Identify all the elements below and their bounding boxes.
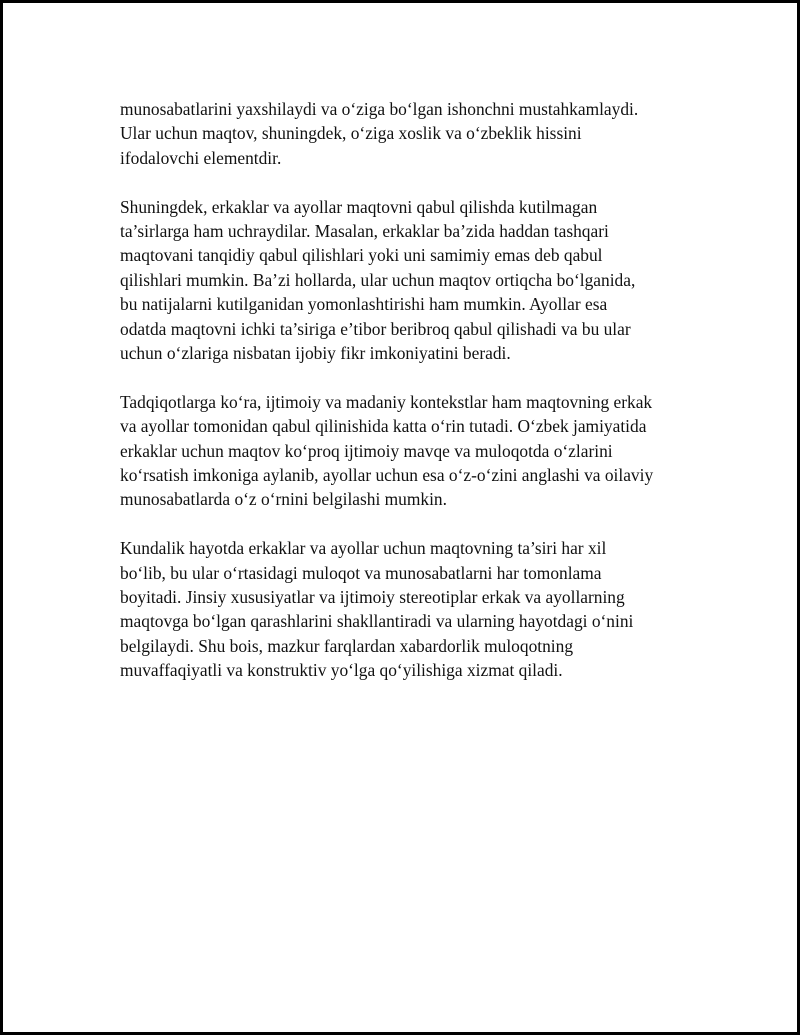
- paragraph-2: [120, 195, 700, 366]
- text-line: ta’sirlarga ham uchraydilar. Masalan, erkaklar ba’zida haddan tashqari: [120, 221, 609, 242]
- text-line: uchun o‘zlariga nisbatan ijobiy fikr imkoniyatini beradi.: [120, 343, 511, 364]
- text-line: Tadqiqotlarga ko‘ra, ijtimoiy va madaniy kontekstlar ham maqtovning erkak: [120, 391, 653, 412]
- text-line: Ular uchun maqtov, shuningdek, o‘ziga xoslik va o‘zbeklik hissini: [120, 123, 582, 144]
- text-line: qilishlari mumkin. Ba’zi hollarda, ular uchun maqtov ortiqcha bo‘lganida,: [120, 269, 636, 290]
- text-line: ko‘rsatish imkoniga aylanib, ayollar uchun esa o‘z-o‘zini anglashi va oilaviy: [120, 465, 654, 486]
- text-line: erkaklar uchun maqtov ko‘proq ijtimoiy mavqe va muloqotda o‘zlarini: [120, 440, 613, 461]
- paragraph-4: [120, 536, 700, 682]
- text-line: Kundalik hayotda erkaklar va ayollar uchun maqtovning ta’siri har xil: [120, 538, 607, 559]
- text-line: munosabatlarda o‘z o‘rnini belgilashi mumkin.: [120, 489, 447, 510]
- text-line: bo‘lib, bu ular o‘rtasidagi muloqot va munosabatlarni har tomonlama: [120, 562, 602, 583]
- text-line: odatda maqtovni ichki ta’siriga e’tibor beribroq qabul qilishadi va bu ular: [120, 318, 631, 339]
- text-line: muvaffaqiyatli va konstruktiv yo‘lga qo‘yilishiga xizmat qiladi.: [120, 660, 563, 681]
- text-line: bu natijalarni kutilganidan yomonlashtirishi ham mumkin. Ayollar esa: [120, 294, 608, 315]
- text-line: Shuningdek, erkaklar va ayollar maqtovni qabul qilishda kutilmagan: [120, 196, 598, 217]
- text-line: maqtovga bo‘lgan qarashlarini shakllantiradi va ularning hayotdagi o‘nini: [120, 611, 634, 632]
- text-line: belgilaydi. Shu bois, mazkur farqlardan xabardorlik muloqotning: [120, 635, 574, 656]
- text-line: munosabatlarini yaxshilaydi va o‘ziga bo‘lgan ishonchni mustahkamlaydi.: [120, 99, 639, 119]
- text-line: boyitadi. Jinsiy xususiyatlar va ijtimoiy stereotiplar erkak va ayollarning: [120, 587, 625, 608]
- document-body: [120, 97, 700, 707]
- text-line: ifodalovchi elementdir.: [120, 147, 282, 168]
- text-line: va ayollar tomonidan qabul qilinishida katta o‘rin tutadi. O‘zbek jamiyatida: [120, 416, 647, 437]
- paragraph-3: [120, 390, 700, 512]
- paragraph-1: [120, 97, 700, 170]
- text-line: maqtovani tanqidiy qabul qilishlari yoki uni samimiy emas deb qabul: [120, 245, 603, 266]
